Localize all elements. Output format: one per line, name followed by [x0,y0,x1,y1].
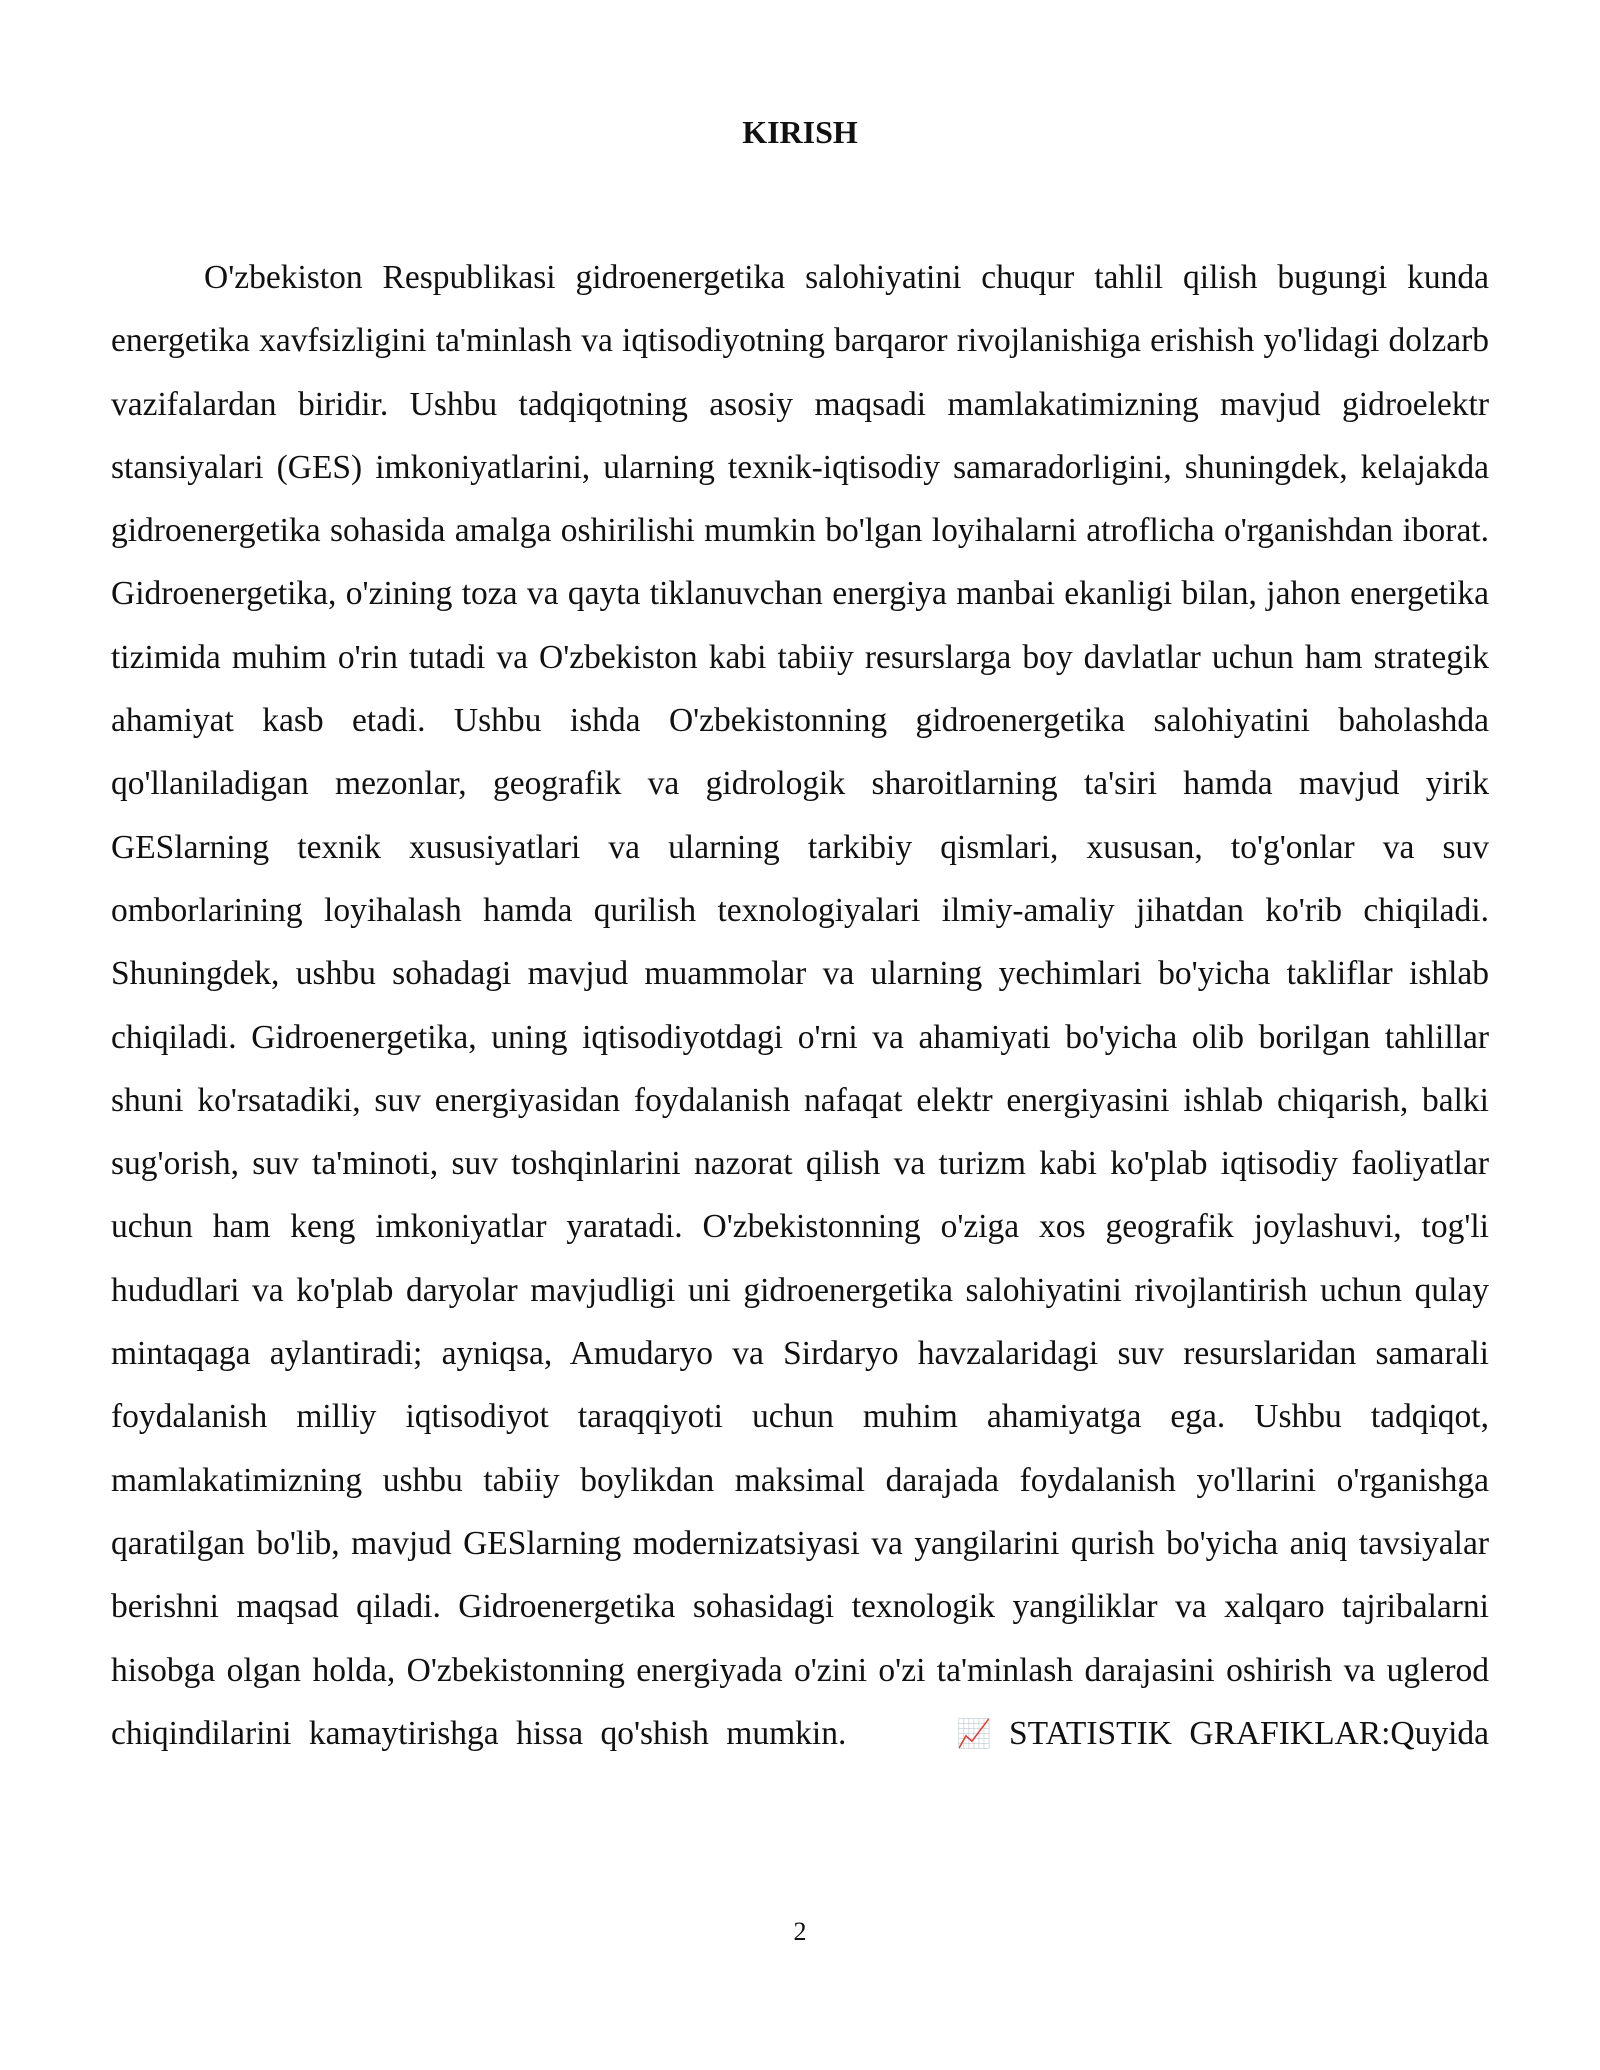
page-number: 2 [793,1917,807,1946]
statistics-section-label: STATISTIK GRAFIKLAR:Quyida [1009,1714,1490,1752]
chart-increasing-icon: 📈 [956,1716,992,1750]
section-heading: KIRISH [742,114,858,150]
paragraph-text: O'zbekiston Respublikasi gidroenergetika salohiyatini chuqur tahlil qilish bugungi kunda energetika xavfsizligini ta'minlash va iqtisodiyotning barqaror rivojlanishiga erishish yo'lidagi dolzarb vazifalardan biridir. Ushbu tadqiqotning asosiy maqsadi mamlakatimizning mavjud gidroelektr stansiyalari (GES) imkoniyatlarini, ularning texnik-iqtisodiy samaradorligini, shuningdek, kelajakda gidroenergetika sohasida amalga oshirilishi mumkin bo'lgan loyihalarni atroflicha o'rganishdan iborat. Gidroenergetika, o'zining toza va qayta tiklanuvchan energiya manbai ekanligi bilan, jahon energetika tizimida muhim o'rin tutadi va O'zbekiston kabi tabiiy resurslarga boy davlatlar uchun ham strategik ahamiyat kasb etadi. Ushbu ishda O'zbekistonning gidroenergetika salohiyatini baholashda qo'llaniladigan mezonlar, geografik va gidrologik sharoitlarning ta'siri hamda mavjud yirik GESlarning texnik xususiyatlari va ularning tarkibiy qismlari, xususan, to'g'onlar va suv omborlarining loyihalash hamda qurilish texnologiyalari ilmiy-amaliy jihatdan ko'rib chiqiladi. Shuningdek, ushbu sohadagi mavjud muammolar va ularning yechimlari bo'yicha takliflar ishlab chiqiladi. Gidroenergetika, uning iqtisodiyotdagi o'rni va ahamiyati bo'yicha olib borilgan tahlillar shuni ko'rsatadiki, suv energiyasidan foydalanish nafaqat elektr energiyasini ishlab chiqarish, balki sug'orish, suv ta'minoti, suv toshqinlarini nazorat qilish va turizm kabi ko'plab iqtisodiy faoliyatlar uchun ham keng imkoniyatlar yaratadi. O'zbekistonning o'ziga xos geografik joylashuvi, tog'li hududlari va ko'plab daryolar mavjudligi uni gidroenergetika salohiyatini rivojlantirish uchun qulay mintaqaga aylantiradi; ayniqsa, Amudaryo va Sirdaryo havzalaridagi suv resurslaridan samarali foydalanish milliy iqtisodiyot taraqqiyoti uchun muhim ahamiyatga ega. Ushbu tadqiqot, mamlakatimizning ushbu tabiiy boylikdan maksimal darajada foydalanish yo'llarini o'rganishga qaratilgan bo'lib, mavjud GESlarning modernizatsiyasi va yangilarini qurish bo'yicha aniq tavsiyalar berishni maqsad qiladi. Gidroenergetika sohasidagi texnologik yangiliklar va xalqaro tajribalarni hisobga olgan holda, O'zbekistonning energiyada o'zini o'zi ta'minlash darajasini oshirish va uglerod chiqindilarini kamaytirishga hissa qo'shish mumkin. [111,259,1489,1752]
body-paragraph [111,246,1489,1765]
